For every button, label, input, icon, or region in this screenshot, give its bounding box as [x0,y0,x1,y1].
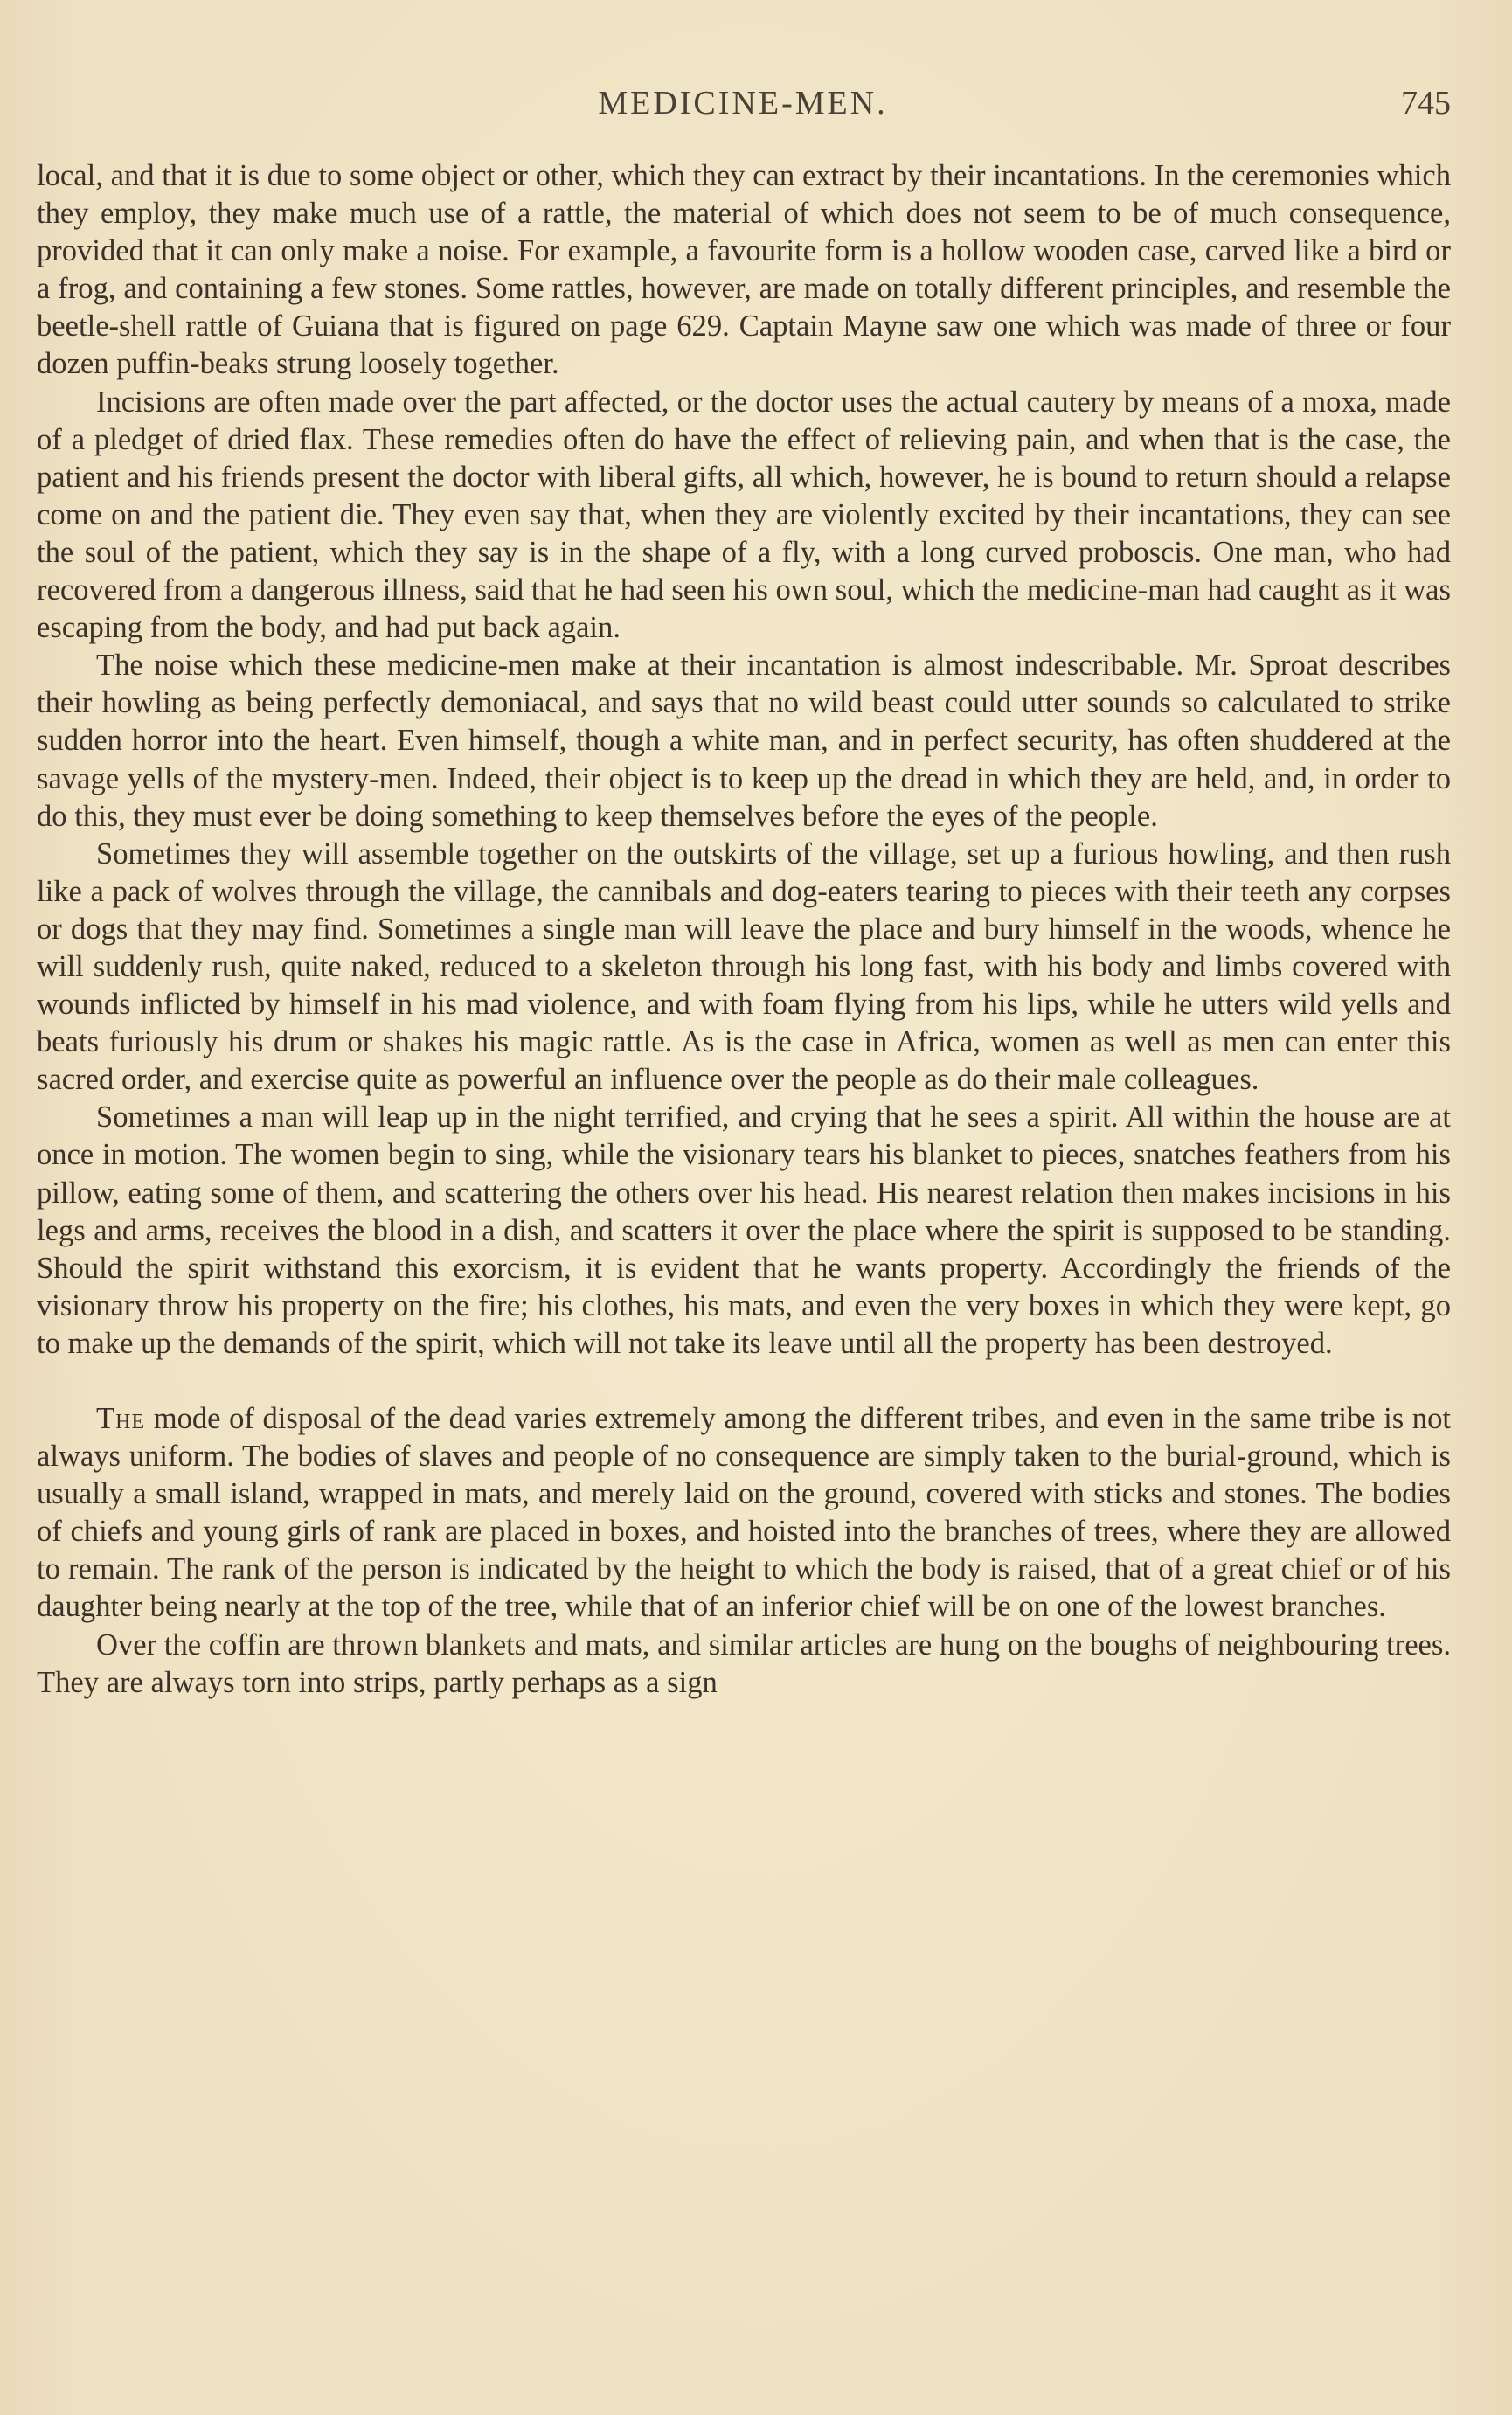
paragraph-spirit: Sometimes a man will leap up in the night terrified, and crying that he sees a spirit. All within the house are at once in motion. The women begin to sing, while the visionary tears his blanket to pieces, snatches feathers from his pillow, eating some of them, and scattering the others over his head. His nearest relation then makes incisions in his legs and arms, receives the blood in a dish, and scatters it over the place where the spirit is supposed to be standing. Should the spirit withstand this exorcism, it is evident that he wants property. Accordingly the friends of the visionary throw his property on the fire; his clothes, his mats, and even the very boxes in which they were kept, go to make up the demands of the spirit, which will not take its leave until all the property has been destroyed. [37,1100,1451,1360]
running-head [35,84,1451,128]
paragraph-continued: local, and that it is due to some object or other, which they can extract by their incantations. In the ceremonies which they employ, they make much use of a rattle, the material of which does not seem to be of much consequence, provided that it can only make a noise. For example, a favourite form is a hollow wooden case, carved like a bird or a frog, and containing a few stones. Some rattles, however, are made on totally different principles, and resemble the beetle-shell rattle of Guiana that is figured on page 629. Captain Mayne saw one which was made of three or four dozen puffin-beaks strung loosely together. [37,159,1451,381]
paragraph-disposal-text: mode of disposal of the dead varies extremely among the different tribes, and even in the same tribe is not always uniform. The bodies of slaves and people of no consequence are simply taken to the burial-ground, which is usually a small island, wrapped in mats, and merely laid on the ground, covered with sticks and stones. The bodies of chiefs and young girls of rank are placed in boxes, and hoisted into the branches of trees, where they are allowed to remain. The rank of the person is indicated by the height to which the body is raised, that of a great chief or of his daughter being nearly at the top of the tree, while that of an inferior chief will be on one of the lowest branches. [37,1402,1451,1624]
paragraph-coffin: Over the coffin are thrown blankets and mats, and similar articles are hung on the boughs of neighbouring trees. They are always torn into strips, partly perhaps as a sign [37,1627,1451,1699]
paragraph-assemble: Sometimes they will assemble together on the outskirts of the village, set up a furious howling, and then rush like a pack of wolves through the village, the cannibals and dog-eaters tearing to pieces with their teeth any corpses or dogs that they may find. Sometimes a single man will leave the place and bury himself in the woods, whence he will suddenly rush, quite naked, reduced to a skeleton through his long fast, with his body and limbs covered with wounds inflicted by himself in his mad violence, and with foam flying from his lips, while he utters wild yells and beats furiously his drum or shakes his magic rattle. As is the case in Africa, women as well as men can enter this sacred order, and exercise quite as powerful an influence over the people as do their male colleagues. [37,836,1451,1097]
paragraph-incisions: Incisions are often made over the part affected, or the doctor uses the actual cautery by means of a moxa, made of a pledget of dried flax. These remedies often do have the effect of relieving pain, and when that is the case, the patient and his friends present the doctor with liberal gifts, all which, however, he is bound to return should a relapse come on and the patient die. They even say that, when they are violently excited by their incantations, they can see the soul of the patient, which they say is in the shape of a fly, with a long curved proboscis. One man, who had recovered from a dangerous illness, said that he had seen his own soul, which the medicine-man had caught as it was escaping from the body, and had put back again. [37,385,1451,645]
running-head-title: MEDICINE-MEN. [598,85,888,121]
page-number: 745 [1401,85,1451,121]
section-lead-word: The [96,1402,146,1435]
body-text [37,157,1451,1702]
paragraph-noise: The noise which these medicine-men make at their incantation is almost indescribable. Mr. Sproat describes their howling as being perfectly demoniacal, and says that no wild beast could utter sounds so calculated to strike sudden horror into the heart. Even himself, though a white man, and in perfect security, has often shuddered at the savage yells of the mystery-men. Indeed, their object is to keep up the dread in which they are held, and, in order to do this, they must ever be doing something to keep themselves before the eyes of the people. [37,649,1451,833]
section-break [37,1363,1451,1400]
paragraph-disposal [37,1400,1451,1627]
